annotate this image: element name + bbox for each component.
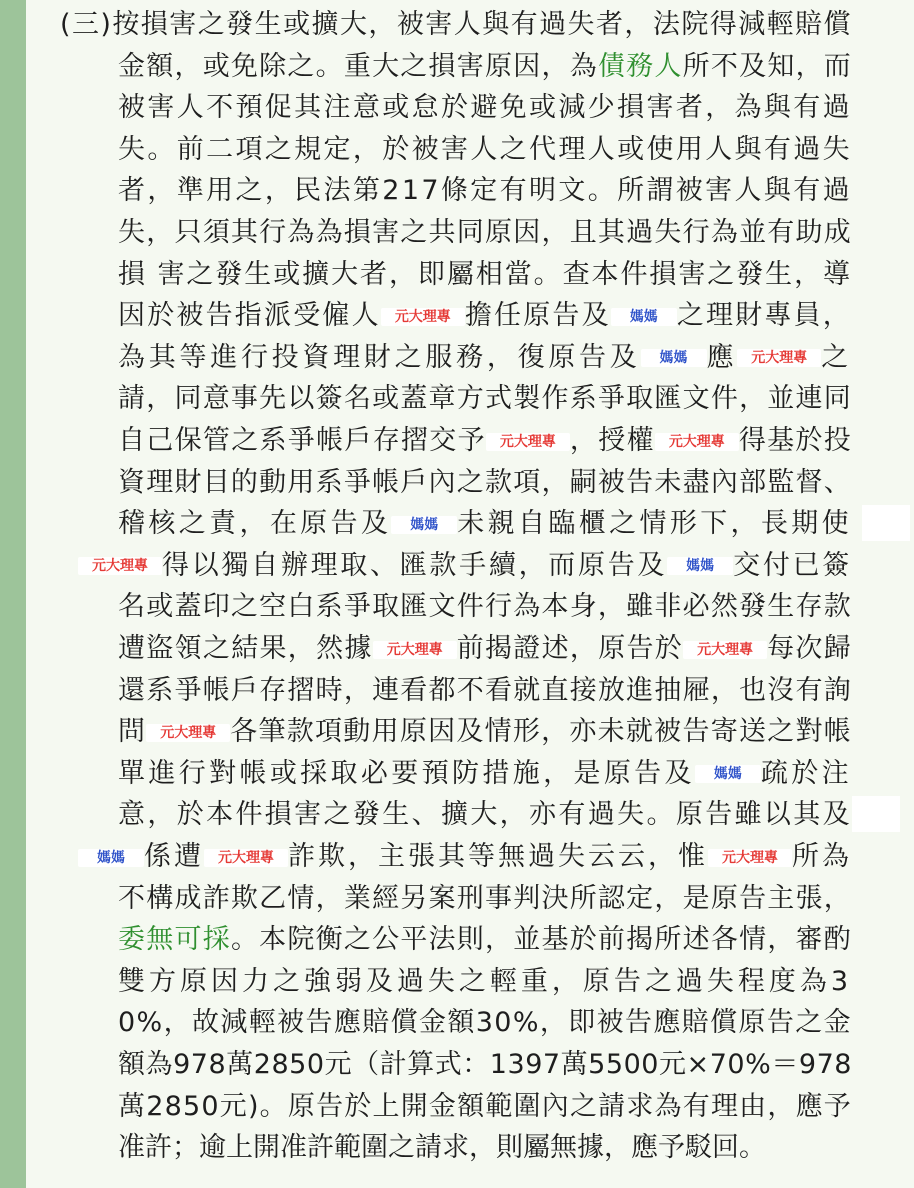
text-line [26,254,914,296]
text-line [26,1127,914,1169]
text-run: 失，只須其行為為損害之共同原因，且其過失行為並有助成 [118,217,852,248]
text-run: 0%，故減輕被告應賠償金額30%，即被告應賠償原告之金 [118,1007,852,1039]
text-run: 交付已簽 [733,549,853,581]
redaction-pad [862,505,910,541]
text-run: 所不及知，而 [682,50,853,82]
redacted-name-advisor: 元大理專 [373,641,457,659]
text-run: 因於被告指派受僱人 [118,300,381,332]
text-run: 每次歸 [767,633,853,664]
text-run: 遭盜領之結果，然據 [118,633,373,664]
text-run: 失。前二項之規定，於被害人之代理人或使用人與有過失 [118,133,852,165]
text-run: 應 [706,341,738,373]
text-line [26,836,914,878]
text-run: 名或蓋印之空白系爭取匯文件行為本身，雖非必然發生存款 [118,591,852,623]
redacted-name-advisor: 元大理專 [737,349,821,367]
judgment-text [26,0,914,1188]
text-run: 雙方原因力之強弱及過失之輕重，原告之過失程度為3 [118,965,852,997]
text-line [26,628,914,670]
text-run: 問 [118,716,147,748]
text-run: 單進行對帳或採取必要預防措施，是原告及 [118,757,695,789]
text-run: 損 害之發生或擴大者，即屬相當。查本件損害之發生，導 [118,258,852,290]
text-run: 擔任原告及 [464,300,611,332]
text-run: (三)按損害之發生或擴大，被害人與有過失者，法院得減輕賠償 [60,9,852,40]
text-line [26,337,914,379]
redaction-pad [852,796,900,832]
text-run: 資理財目的動用系爭帳戶內之款項，嗣被告未盡內部監督、 [118,466,852,498]
redacted-name-advisor: 元大理專 [486,433,570,451]
text-line [26,420,914,462]
text-line [26,670,914,712]
redacted-name-advisor: 元大理專 [146,724,230,742]
redacted-name-advisor: 元大理專 [381,308,465,326]
text-run: 疏於注 [760,757,853,789]
text-run: 所為 [792,841,852,872]
text-run: 。本院衡之公平法則，並基於前揭所述各情，審酌 [230,924,853,956]
text-run: 得基於投 [738,425,853,456]
text-line [26,503,914,545]
text-run: 為其等進行投資理財之服務，復原告及 [118,341,641,373]
text-line [26,46,914,88]
text-run: 詐欺，主張其等無過失云云，惟 [288,841,708,872]
text-line [26,545,914,587]
text-line [26,129,914,171]
redacted-name-mother: 媽媽 [611,308,677,326]
redacted-name-mother: 媽媽 [391,516,457,534]
text-line [26,1044,914,1086]
redacted-name-mother: 媽媽 [667,557,733,575]
text-run: 者，準用之，民法第217條定有明文。所謂被害人與有過 [118,175,852,207]
text-line [26,462,914,504]
redacted-name-advisor: 元大理專 [708,849,792,867]
text-line [26,212,914,254]
text-run: 之 [821,341,853,373]
text-run: 係遭 [144,841,204,872]
text-run: 金額，或免除之。重大之損害原因，為 [118,50,598,82]
text-run: 得以獨自辦理取、匯款手續，而原告及 [162,549,668,581]
text-line [26,586,914,628]
text-run: 稽核之責，在原告及 [118,508,392,540]
redacted-name-advisor: 元大理專 [78,557,162,575]
text-line [26,1002,914,1044]
text-line [26,378,914,420]
redacted-name-mother: 媽媽 [641,349,707,367]
text-run: 各筆款項動用原因及情形，亦未就被告寄送之對帳 [230,716,853,748]
glossary-link[interactable]: 債務人 [597,50,683,82]
text-run: 請，同意事先以簽名或蓋章方式製作系爭取匯文件，並連同 [118,383,852,415]
text-run: 意，於本件損害之發生、擴大，亦有過失。原告雖以其及 [118,799,852,831]
text-run: 不構成詐欺乙情，業經另案刑事判決所認定，是原告主張， [118,882,852,914]
text-line [26,878,914,920]
text-line [26,295,914,337]
text-line [26,170,914,212]
text-run: ，授權 [569,425,655,456]
text-line [26,753,914,795]
text-run: 自己保管之系爭帳戶存摺交予 [118,425,486,456]
text-run: 之理財專員， [676,300,853,332]
text-line [26,711,914,753]
text-run: 准許；逾上開准許範圍之請求，則屬無據，應予駁回。 [118,1132,766,1164]
redacted-name-mother: 媽媽 [78,849,144,867]
redacted-name-advisor: 元大理專 [683,641,767,659]
text-run: 萬2850元)。原告於上開金額範圍內之請求為有理由，應予 [118,1090,852,1122]
text-line [26,794,914,836]
redacted-name-advisor: 元大理專 [204,849,288,867]
glossary-link[interactable]: 委無可採 [118,924,231,956]
text-line [26,919,914,961]
left-margin-bar [0,0,26,1188]
text-run: 未親自臨櫃之情形下，長期使 [457,508,853,540]
redacted-name-mother: 媽媽 [695,765,761,783]
text-run: 額為978萬2850元（計算式：1397萬5500元×70%＝978 [118,1049,852,1080]
text-line [26,4,914,46]
text-run: 被害人不預促其注意或怠於避免或減少損害者，為與有過 [118,92,852,124]
text-line [26,87,914,129]
text-line [26,1086,914,1128]
text-run: 前揭證述，原告於 [456,633,684,664]
text-run: 還系爭帳戶存摺時，連看都不看就直接放進抽屜，也沒有詢 [118,674,852,706]
redacted-name-advisor: 元大理專 [655,433,739,451]
text-line [26,961,914,1003]
